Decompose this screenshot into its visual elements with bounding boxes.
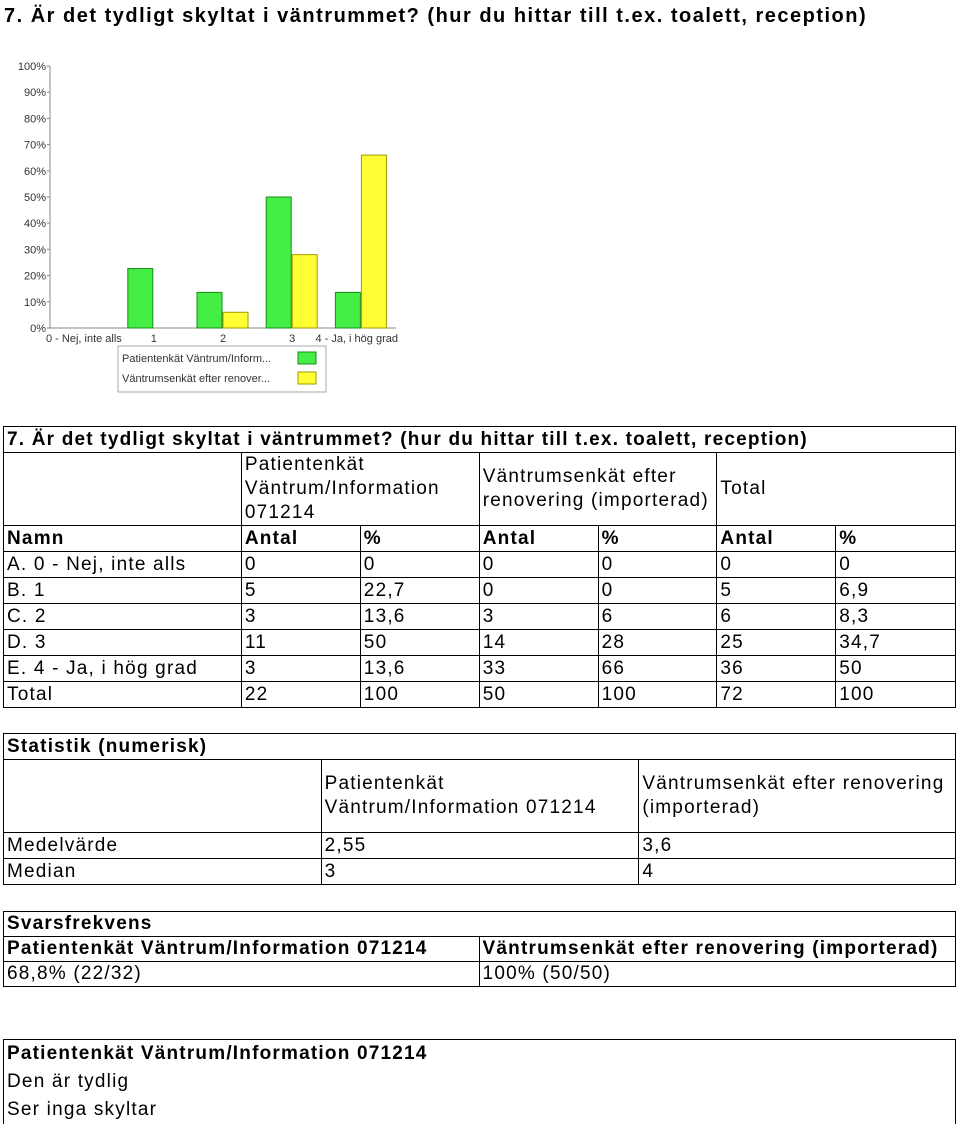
count-value: 3 xyxy=(241,604,360,630)
statistics-table xyxy=(3,733,956,885)
percent-value: 0 xyxy=(360,552,479,578)
group-header-total: Total xyxy=(717,453,956,526)
count-value: 0 xyxy=(479,552,598,578)
percent-value: 13,6 xyxy=(360,604,479,630)
bar-series-1 xyxy=(197,292,222,328)
statistics-value: 2,55 xyxy=(321,833,639,859)
count-value: 33 xyxy=(479,656,598,682)
legend-label: Patientenkät Väntrum/Inform... xyxy=(122,353,272,365)
table-row xyxy=(4,552,956,578)
comments-table xyxy=(3,1039,956,1124)
count-value: 14 xyxy=(479,630,598,656)
x-tick-label: 0 - Nej, inte alls xyxy=(46,333,122,345)
response-rate-table xyxy=(3,911,956,987)
count-value: 72 xyxy=(717,682,836,708)
count-value: 22 xyxy=(241,682,360,708)
bar-series-1 xyxy=(266,197,291,328)
bar-series-2 xyxy=(292,255,317,328)
legend-swatch xyxy=(298,372,316,384)
statistics-value: 3,6 xyxy=(639,833,956,859)
col-header-percent: % xyxy=(360,526,479,552)
percent-value: 6 xyxy=(598,604,717,630)
y-tick-label: 60% xyxy=(23,165,46,178)
col-header-name: Namn xyxy=(4,526,242,552)
row-label: A. 0 - Nej, inte alls xyxy=(4,552,242,578)
count-value: 3 xyxy=(241,656,360,682)
col-header-count: Antal xyxy=(479,526,598,552)
y-tick-label: 90% xyxy=(23,87,46,100)
count-value: 5 xyxy=(241,578,360,604)
percent-value: 13,6 xyxy=(360,656,479,682)
statistics-corner-cell xyxy=(4,760,322,833)
count-value: 11 xyxy=(241,630,360,656)
percent-value: 66 xyxy=(598,656,717,682)
table-row xyxy=(4,656,956,682)
response-value-patient: 68,8% (22/32) xyxy=(4,962,480,987)
response-value-waiting-room: 100% (50/50) xyxy=(479,962,955,987)
legend-label: Väntrumsenkät efter renover... xyxy=(122,373,270,385)
y-tick-label: 100% xyxy=(17,61,46,73)
table-row xyxy=(4,578,956,604)
count-value: 25 xyxy=(717,630,836,656)
y-tick-label: 70% xyxy=(23,139,46,152)
group-header-patient: Patientenkät Väntrum/Information 071214 xyxy=(241,453,479,526)
percent-value: 0 xyxy=(836,552,956,578)
statistics-label-mean: Medelvärde xyxy=(4,833,322,859)
comments-title: Patientenkät Väntrum/Information 071214 xyxy=(4,1040,956,1069)
col-header-count: Antal xyxy=(717,526,836,552)
row-label: D. 3 xyxy=(4,630,242,656)
bar-series-2 xyxy=(223,312,248,328)
results-table xyxy=(3,426,956,708)
percent-value: 0 xyxy=(598,578,717,604)
bar-series-1 xyxy=(128,269,153,328)
percent-value: 6,9 xyxy=(836,578,956,604)
y-tick-label: 80% xyxy=(23,113,46,126)
y-tick-label: 50% xyxy=(23,192,46,204)
x-tick-label: 3 xyxy=(289,333,296,345)
question-heading: 7. Är det tydligt skyltat i väntrummet? (hur du hittar till t.ex. toalett, reception) xyxy=(4,5,868,27)
statistics-title: Statistik (numerisk) xyxy=(4,734,956,760)
x-tick-label: 1 xyxy=(150,333,157,345)
percent-value: 100 xyxy=(360,682,479,708)
col-header-count: Antal xyxy=(241,526,360,552)
comment-item: Ser inga skyltar xyxy=(4,1096,956,1124)
statistics-col-waiting-room: Väntrumsenkät efter renovering (importerad) xyxy=(639,760,956,833)
count-value: 0 xyxy=(717,552,836,578)
group-header-waiting-room: Väntrumsenkät efter renovering (importerad) xyxy=(479,453,717,526)
statistics-value: 4 xyxy=(639,859,956,885)
count-value: 0 xyxy=(479,578,598,604)
percent-value: 28 xyxy=(598,630,717,656)
percent-value: 8,3 xyxy=(836,604,956,630)
count-value: 5 xyxy=(717,578,836,604)
table-row xyxy=(4,682,956,708)
count-value: 0 xyxy=(241,552,360,578)
comment-item: Den är tydlig xyxy=(4,1068,956,1096)
y-tick-label: 0% xyxy=(30,323,46,335)
percent-value: 0 xyxy=(598,552,717,578)
percent-value: 22,7 xyxy=(360,578,479,604)
response-col-waiting-room: Väntrumsenkät efter renovering (importerad) xyxy=(479,937,955,962)
row-label: C. 2 xyxy=(4,604,242,630)
percent-value: 50 xyxy=(836,656,956,682)
row-label: E. 4 - Ja, i hög grad xyxy=(4,656,242,682)
table-row xyxy=(4,604,956,630)
bar-series-2 xyxy=(361,155,386,328)
count-value: 50 xyxy=(479,682,598,708)
col-header-percent: % xyxy=(598,526,717,552)
bar-series-1 xyxy=(335,292,360,328)
count-value: 36 xyxy=(717,656,836,682)
statistics-value: 3 xyxy=(321,859,639,885)
percent-value: 50 xyxy=(360,630,479,656)
response-rate-title: Svarsfrekvens xyxy=(4,912,956,937)
y-tick-label: 20% xyxy=(23,270,46,283)
col-header-percent: % xyxy=(836,526,956,552)
bar-chart xyxy=(0,54,400,394)
count-value: 6 xyxy=(717,604,836,630)
table-corner-cell xyxy=(4,453,242,526)
y-tick-label: 10% xyxy=(23,296,46,309)
count-value: 3 xyxy=(479,604,598,630)
row-label: Total xyxy=(4,682,242,708)
statistics-col-patient: Patientenkät Väntrum/Information 071214 xyxy=(321,760,639,833)
row-label: B. 1 xyxy=(4,578,242,604)
response-col-patient: Patientenkät Väntrum/Information 071214 xyxy=(4,937,480,962)
y-tick-label: 40% xyxy=(23,218,46,231)
legend-swatch xyxy=(298,352,316,364)
x-tick-label: 2 xyxy=(219,333,227,345)
x-tick-label: 4 - Ja, i hög grad xyxy=(315,333,398,345)
percent-value: 34,7 xyxy=(836,630,956,656)
percent-value: 100 xyxy=(836,682,956,708)
y-tick-label: 30% xyxy=(23,244,46,257)
statistics-label-median: Median xyxy=(4,859,322,885)
table-title: 7. Är det tydligt skyltat i väntrummet? (hur du hittar till t.ex. toalett, reception) xyxy=(4,427,956,453)
percent-value: 100 xyxy=(598,682,717,708)
table-row xyxy=(4,630,956,656)
